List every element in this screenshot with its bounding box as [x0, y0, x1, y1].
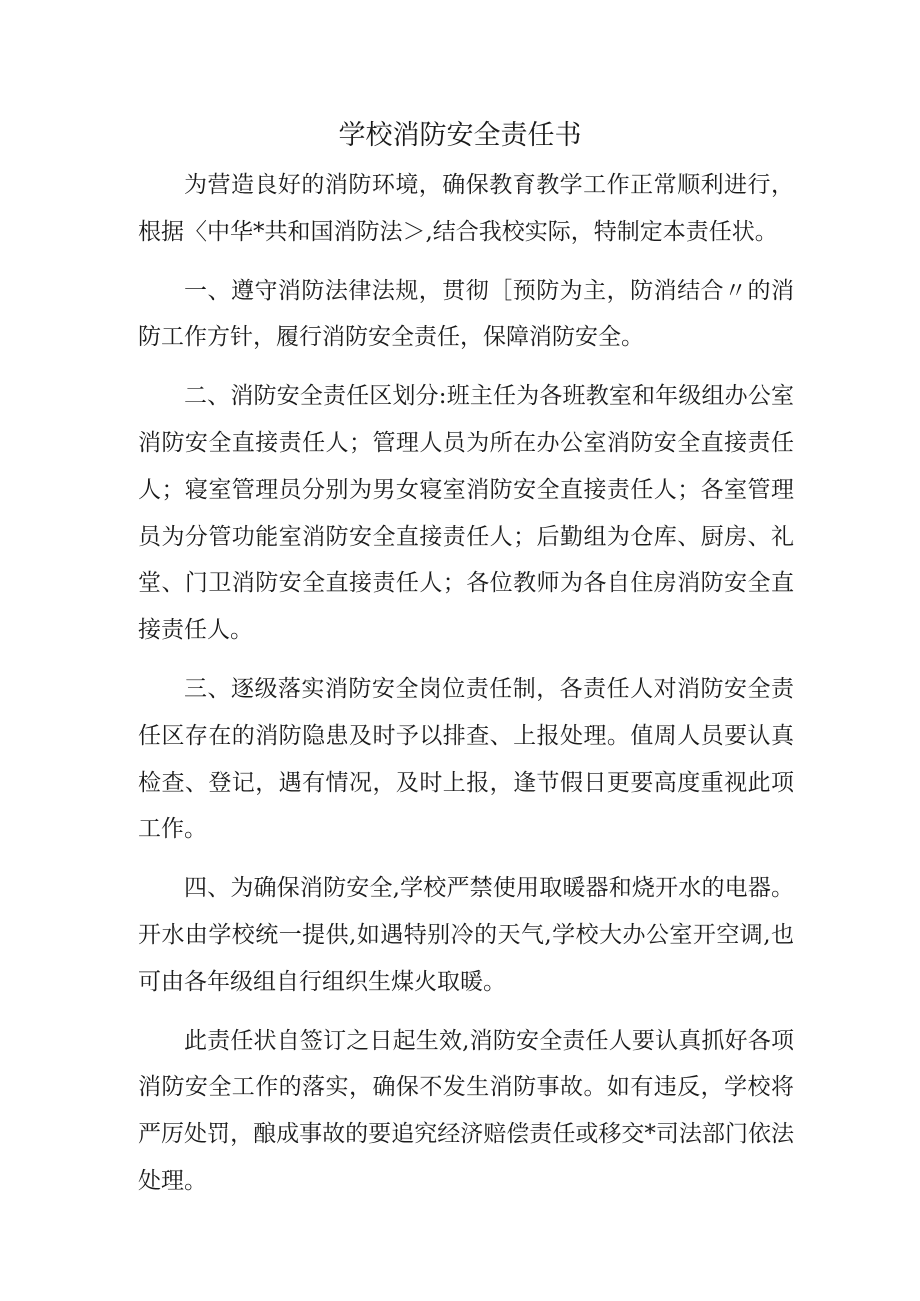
paragraph-clause-4: 四、为确保消防安全,学校严禁使用取暖器和烧开水的电器。开水由学校统一提供,如遇特别冷的天气,学校大办公室开空调,也可由各年级组自行组织生煤火取暖。	[138, 875, 794, 995]
paragraph-clause-1: 一、遵守消防法律法规，贯彻［预防为主，防消结合〃的消防工作方针，履行消防安全责任，保障消防安全。	[138, 277, 794, 351]
paragraph-clause-3: 三、逐级落实消防安全岗位责任制，各责任人对消防安全责任区存在的消防隐患及时予以排查、上报处理。值周人员要认真检查、登记，遇有情况，及时上报，逢节假日更要高度重视此项工作。	[138, 675, 794, 843]
paragraph-intro: 为营造良好的消防环境，确保教育教学工作正常顺利进行，根据〈中华*共和国消防法＞,结合我校实际，特制定本责任状。	[138, 172, 794, 245]
document-body	[138, 162, 794, 1217]
paragraph-closing: 此责任状自签订之日起生效,消防安全责任人要认真抓好各项消防安全工作的落实，确保不发生消防事故。如有违反，学校将严厉处罚，酿成事故的要追究经济赔偿责任或移交*司法部门依法处理。	[138, 1027, 794, 1194]
paragraph-clause-2: 二、消防安全责任区划分:班主任为各班教室和年级组办公室消防安全直接责任人；管理人员为所在办公室消防安全直接责任人；寝室管理员分别为男女寝室消防安全直接责任人；各室管理员为分管功能室消防安全直接责任人；后勤组为仓库、厨房、礼堂、门卫消防安全直接责任人；各位教师为各自住房消防安全直接责任人。	[138, 383, 794, 644]
document-title: 学校消防安全责任书	[338, 120, 582, 151]
